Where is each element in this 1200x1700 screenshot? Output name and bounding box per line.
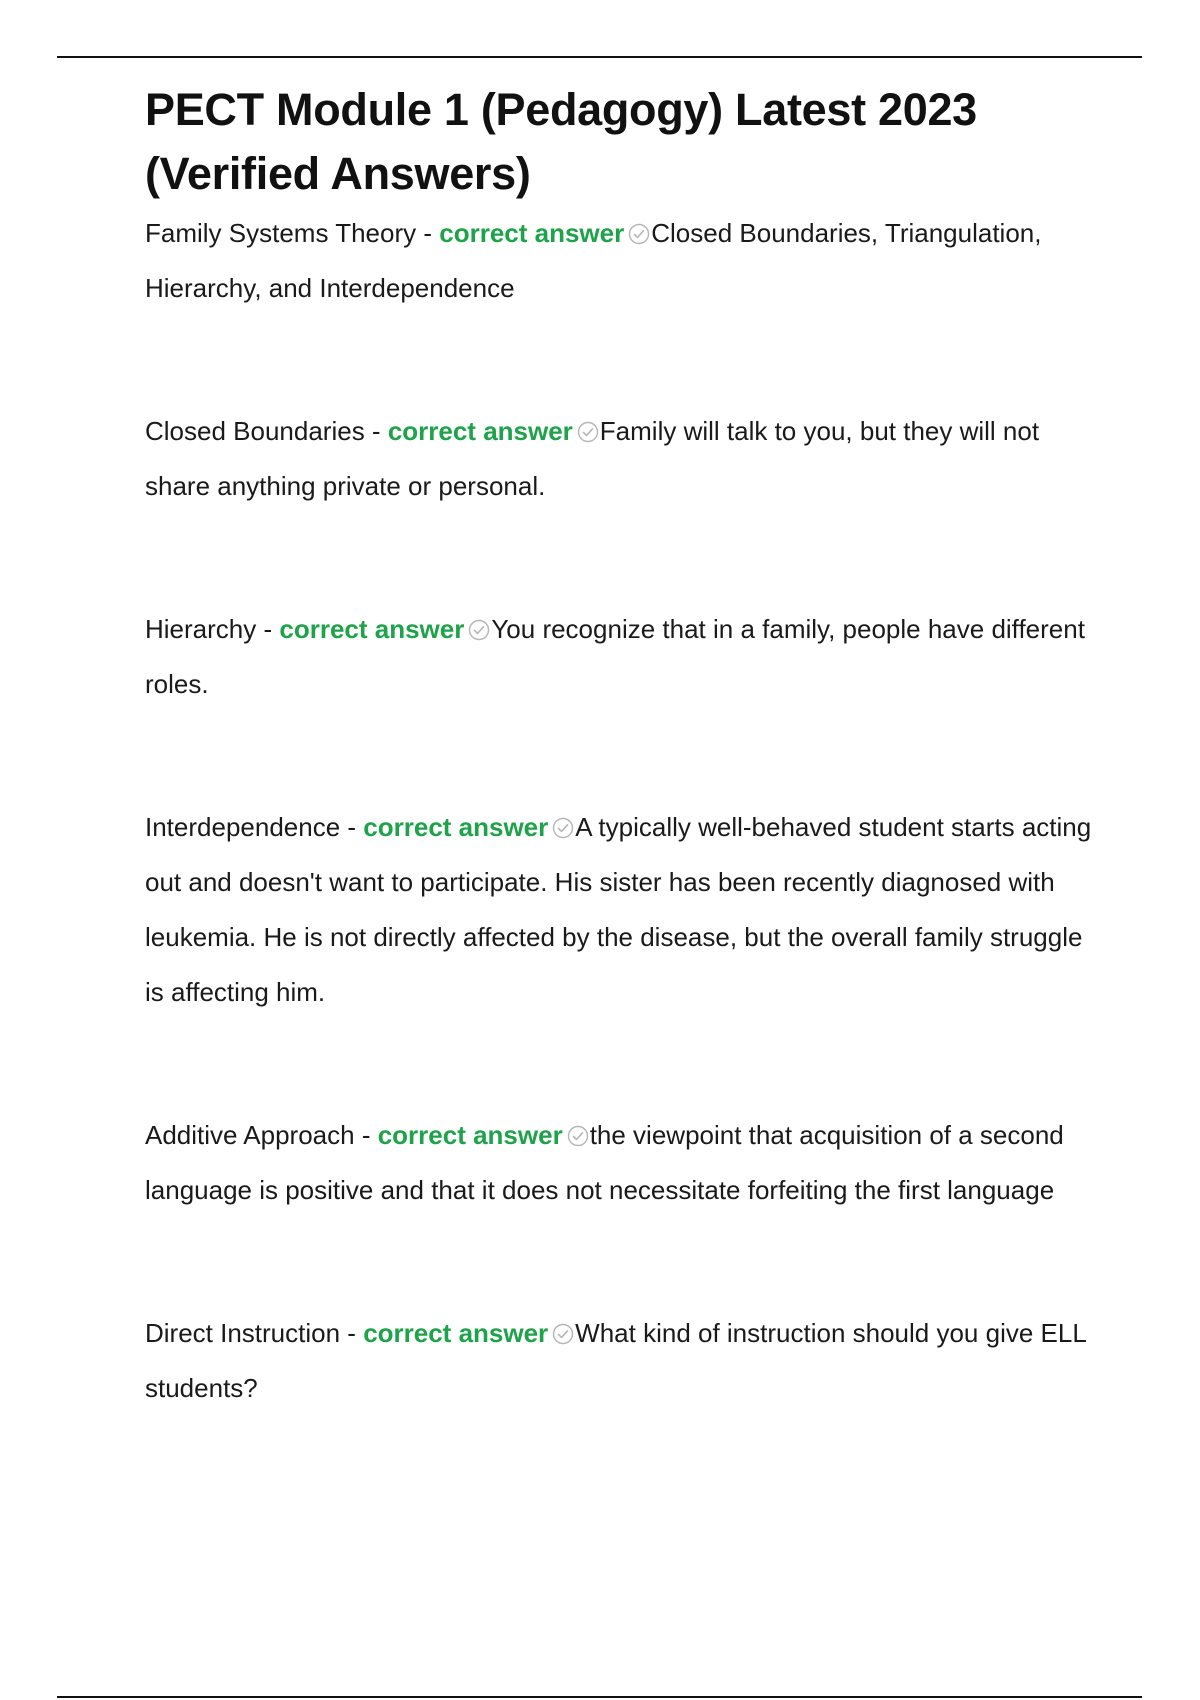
qa-separator: - — [364, 416, 388, 446]
answer-label: correct answer — [387, 416, 573, 446]
qa-separator: - — [354, 1120, 378, 1150]
qa-term: Direct Instruction — [145, 1318, 341, 1348]
check-circle-icon — [468, 619, 490, 641]
answer-label: correct answer — [363, 1318, 549, 1348]
qa-term: Family Systems Theory — [145, 218, 417, 248]
answer-label: correct answer — [377, 1120, 563, 1150]
qa-separator: - — [256, 614, 280, 644]
qa-item — [145, 1306, 1095, 1416]
qa-item — [145, 1108, 1095, 1218]
check-circle-icon — [628, 223, 650, 245]
qa-answer: Closed Boundaries, Triangulation, Hierarchy, and Interdependence — [145, 218, 1042, 303]
qa-item — [145, 800, 1095, 1020]
qa-item — [145, 206, 1095, 316]
qa-item — [145, 404, 1095, 514]
qa-separator: - — [340, 1318, 364, 1348]
document-body — [145, 78, 1095, 1504]
document-title: PECT Module 1 (Pedagogy) Latest 2023 (Verified Answers) — [145, 84, 977, 199]
top-rule — [57, 56, 1142, 58]
qa-item — [145, 602, 1095, 712]
check-circle-icon — [552, 1323, 574, 1345]
qa-answer: You recognize that in a family, people have different roles. — [145, 614, 1085, 699]
check-circle-icon — [567, 1125, 589, 1147]
check-circle-icon — [577, 421, 599, 443]
answer-label: correct answer — [439, 218, 625, 248]
qa-answer: What kind of instruction should you give ELL students? — [145, 1318, 1086, 1403]
qa-separator: - — [340, 812, 364, 842]
answer-label: correct answer — [279, 614, 465, 644]
qa-answer: the viewpoint that acquisition of a second language is positive and that it does not necessitate forfeiting the first language — [145, 1120, 1064, 1205]
qa-term: Interdependence — [145, 812, 341, 842]
qa-answer: A typically well-behaved student starts acting out and doesn't want to participate. His sister has been recently diagnosed with leukemia. He is not directly affected by the disease, but the overall family struggle is affecting him. — [145, 812, 1092, 1007]
answer-label: correct answer — [363, 812, 549, 842]
qa-term: Hierarchy — [145, 614, 257, 644]
check-circle-icon — [552, 817, 574, 839]
bottom-rule — [57, 1696, 1142, 1698]
qa-answer: Family will talk to you, but they will not share anything private or personal. — [145, 416, 1040, 501]
qa-separator: - — [416, 218, 440, 248]
qa-term: Additive Approach — [145, 1120, 355, 1150]
qa-term: Closed Boundaries — [145, 416, 365, 446]
